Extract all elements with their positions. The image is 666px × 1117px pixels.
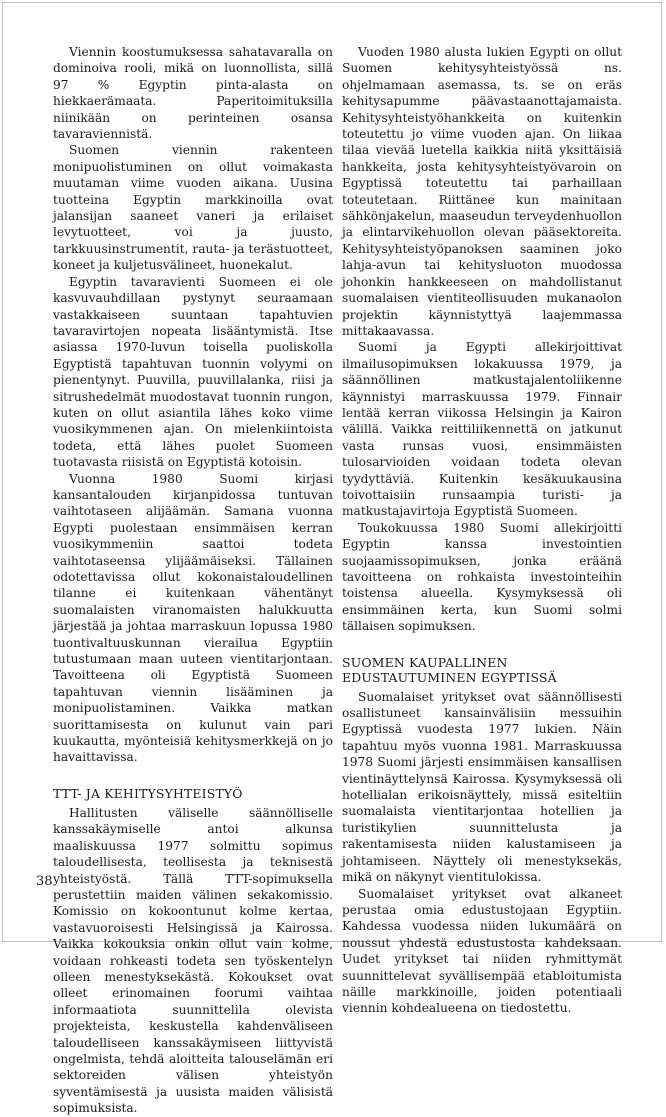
body-paragraph: Vuoden 1980 alusta lukien Egypti on ollut Suomen kehitysyhteistyössä ns. ohjelmamaan asemassa, ts. se on eräs kehitysapumme päävastaanottajamaista. Kehitysyhteistyöhankkeita on kuitenkin toteutettu jo viime vuoden ajan. On liikaa tilaa vievää luetella kaikkia niitä yksittäisiä hankkeita, josta kehitysyhteistyövaroin on Egyptissä toteutettu tai parhaillaan toteutetaan. Riittänee kun mainitaan sähkönjakelun, maaseudun terveydenhuollon ja elintarvikehuollon olevan pääsektoreita. Kehitysyhteistyöpanoksen saaminen joko lahja-avun tai kehitysluoton muodossa johonkin hankkeeseen on mahdollistanut suomalaisen vientiteollisuuden mukanaolon projektin käynnistyttyä laajemmassa mittakaavassa. [342, 45, 622, 338]
body-paragraph: Egyptin tavaravienti Suomeen ei ole kasvuvauhdillaan pystynyt seuraamaan vastakkaiseen suuntaan tapahtuvien tavaravirtojen nopeata lisääntymistä. Itse asiassa 1970-luvun toisella puoliskolla Egyptistä tapahtuvan tuonnin volyymi on pienentynyt. Puuvilla, puuvillalanka, riisi ja sitrushedelmät muodostavat tuonnin rungon, kuten on ollut asiantila lähes koko viime vuosikymmenen ajan. On mielenkiintoista todeta, että lähes puolet Suomeen tuotavasta riisistä on Egyptistä kotoisin. [53, 274, 333, 470]
body-paragraph: Suomalaiset yritykset ovat alkaneet perustaa omia edustustojaan Egyptiin. Kahdessa vuodessa niiden lukumäärä on noussut yhdestä edustustosta kahdeksaan. Uudet yritykset tai niiden ryhmittymät suunnittelevat syvällisempää etabloitumista näille markkinoille, joiden potentiaali viennin kohdealueena on tiedostettu. [342, 886, 622, 1016]
left-column [53, 44, 333, 1117]
body-paragraph: Suomi ja Egypti allekirjoittivat ilmailusopimuksen lokakuussa 1979, ja säännöllinen matkustajalentoliikenne käynnistyi marraskuussa 1979. Finnair lentää kerran viikossa Helsingin ja Kairon välillä. Vaikka reittiliikennettä on jatkunut vasta runsas vuosi, ensimmäisten tulosarvioiden voidaan todeta olevan tyydyttäviä. Kuitenkin kesäkuukausina toivottaisiin runsaampia turisti- ja matkustajavirtoja Egyptistä Suomeen. [342, 340, 622, 519]
body-paragraph: Suomalaiset yritykset ovat säännöllisesti osallistuneet kansainvälisiin messuihin Egyptissä vuodesta 1977 lukien. Näin tapahtuu myös vuonna 1981. Marraskuussa 1978 Suomi järjesti ensimmäisen kansallisen vientinäyttelynsä Kairossa. Kysymyksessä oli hotellialan erikoisnäyttely, missä esiteltiin suomalaista vientitarjontaa hotellien ja turistikylien suunnittelusta ja rakentamisesta niiden kalustamiseen ja johtamiseen. Näyttely oli menestyksekäs, mikä on näkynyt vientitulokissa. [342, 689, 622, 885]
section-heading: TTT- JA KEHITYSYHTEISTYÖ [53, 785, 243, 801]
page-number: 38 [36, 874, 53, 889]
body-paragraph: Toukokuussa 1980 Suomi allekirjoitti Egyptin kanssa investointien suojaamissopimuksen, jonka eräänä tavoitteena on rohkaista investointeihin toistensa alueella. Kysymyksessä oli ensimmäinen kerta, kun Suomi solmi tällaisen sopimuksen. [342, 520, 622, 634]
right-column [342, 44, 622, 1017]
body-paragraph: Suomen viennin rakenteen monipuolistuminen on ollut voimakasta muutaman viime vuoden aikana. Uusina tuotteina Egyptin markkinoilla ovat jalansijan saaneet vaneri ja erilaiset levytuotteet, voi ja juusto, tarkkuusinstrumentit, rauta- ja terästuotteet, koneet ja kuljetusvälineet, huonekalut. [53, 143, 333, 273]
body-paragraph: Vuonna 1980 Suomi kirjasi kansantalouden kirjanpidossa tuntuvan vaihtotaseen alijäämän. Samana vuonna Egypti puolestaan ensimmäisen kerran vuosikymmeniin saattoi todeta vaihtotaseensa ylijäämäiseksi. Tällainen odotettavissa ollut kokonaistaloudellinen tilanne ei kuitenkaan vähentänyt suomalaisten viranomaisten halukkuutta järjestää ja johtaa marraskuun lopussa 1980 tuontivaltuuskunnan vierailua Egyptiin tutustumaan maan uuteen vientitarjontaan. Tavoitteena oli Egyptistä Suomeen tapahtuvan viennin lisääminen ja monipuolistaminen. Vaikka matkan suorittamisesta on kulunut vain pari kuukautta, myönteisiä kehitysmerkkejä on jo havaittavissa. [53, 471, 333, 765]
body-paragraph: Viennin koostumuksessa sahatavaralla on dominoiva rooli, mikä on luonnollista, sillä 97 % Egyptin pinta-alasta on hiekkaerämaata. Paperitoimituksilla niinikään on perinteinen osansa tavaraviennistä. [53, 45, 333, 142]
section-heading: SUOMEN KAUPALLINEN EDUSTAUTUMINEN EGYPTISSÄ [342, 654, 557, 685]
body-paragraph: Hallitusten väliselle säännölliselle kanssakäymiselle antoi alkunsa maaliskuussa 1977 solmittu sopimus taloudellisesta, teollisesta ja teknisestä yhteistyöstä. Tällä TTT-sopimuksella perustettiin maiden välinen sekakomissio. Komissio on kokoontunut kolme kertaa, vastavuoroisesti Helsingissä ja Kairossa. Vaikka kokouksia onkin ollut vain kolme, voidaan rohkeasti todeta sen työskentelyn olleen menestyksekästä. Kokoukset ovat olleet erinomainen foorumi vaihtaa informaatiota suunnittelila olevista projekteista, keskustella kahdenväliseen taloudelliseen kanssakäymiseen liittyvistä ongelmista, tehdä aloitteita talouselämän eri sektoreiden välisen yhteistyön syventämisestä ja uusista maiden välisistä sopimuksista. [53, 805, 333, 1116]
